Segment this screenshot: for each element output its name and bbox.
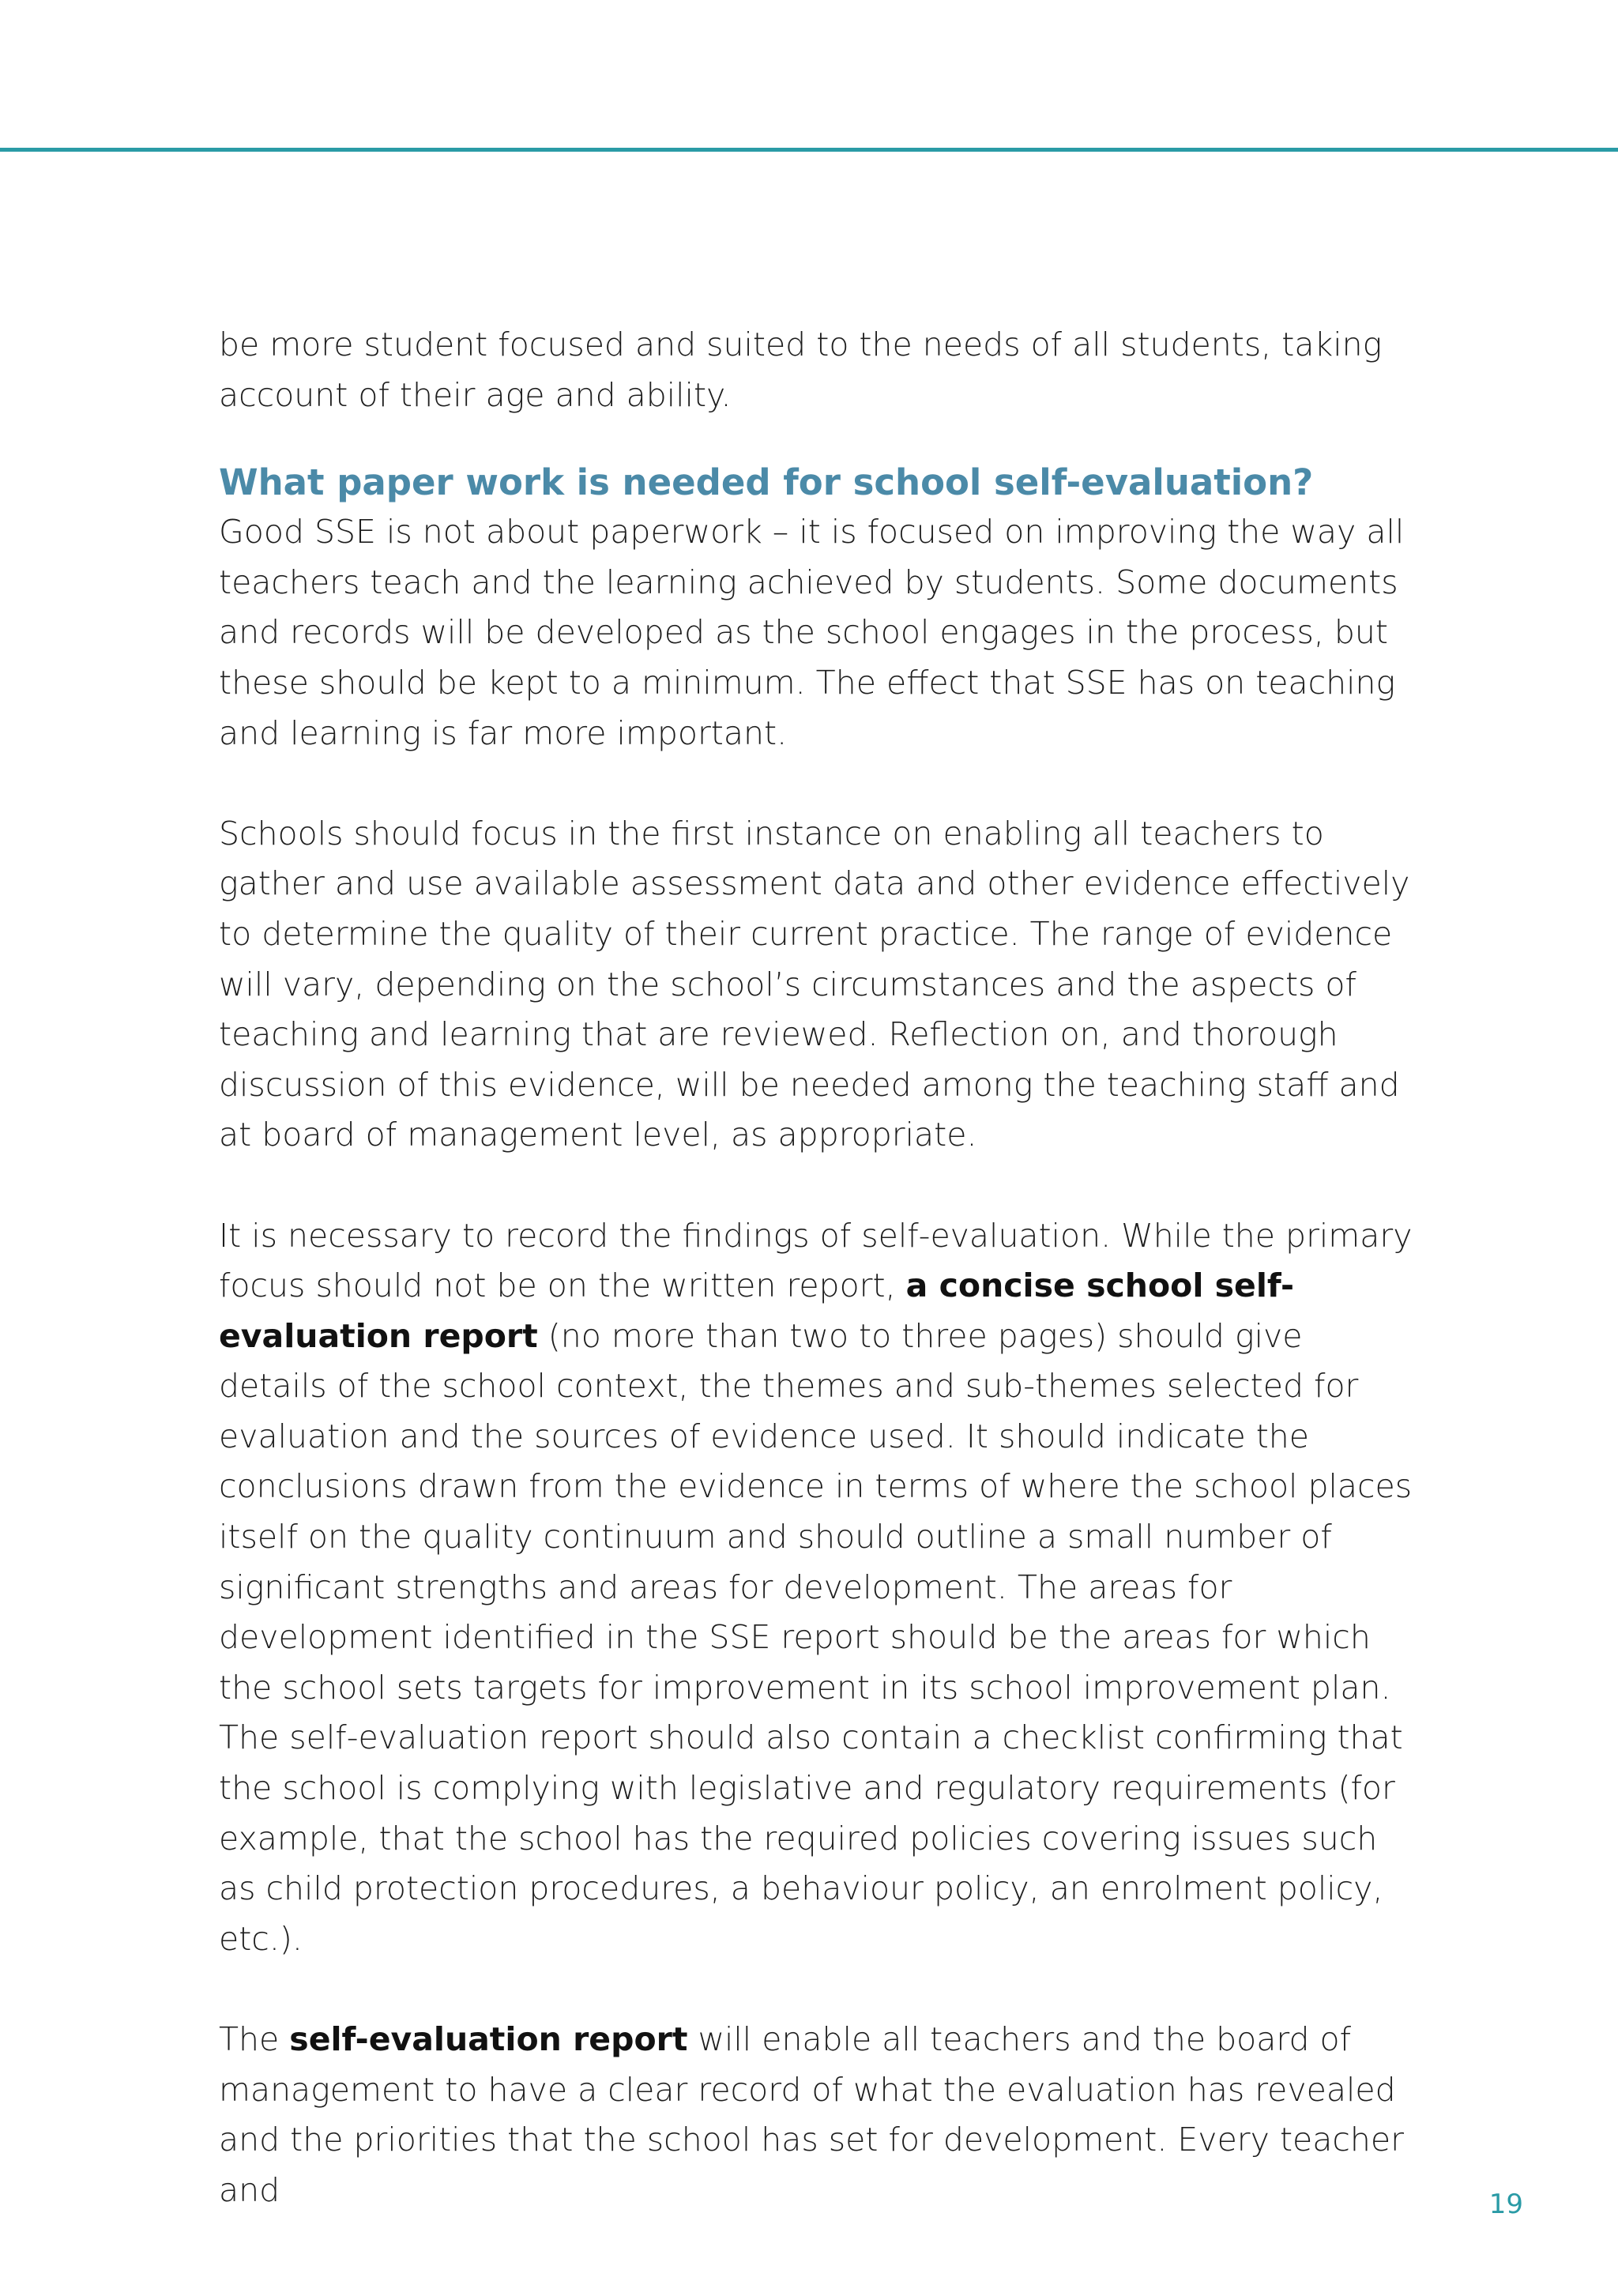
page-number: 19 (1488, 2189, 1523, 2220)
intro-paragraph: be more student focused and suited to the needs of all students, taking account of their age and ability. (219, 326, 1383, 414)
section-heading: What paper work is needed for school self-evaluation? (219, 461, 1314, 504)
text-run: (no more than two to three pages) should give details of the school context, the themes and sub-themes selected for evaluation and the sources of evidence used. It should indicate the conclusions drawn from the evidence in terms of where the school places itself on the quality continuum and should outline a small number of significant strengths and areas for development. The areas for development identified in the SSE report should be the areas for which the school sets targets for improvement in its school improvement plan. The self-evaluation report should also contain a checklist confirming that the school is complying with legislative and regulatory requirements (for example, that the school has the required policies covering issues such as child protection procedures, a behaviour policy, an enrolment policy, etc.). (219, 1316, 1413, 1958)
paragraph-record-findings (219, 1211, 1420, 1965)
bold-term-concise-report: a concise school self-evaluation report (219, 1267, 1295, 1355)
bold-term-self-evaluation-report: self-evaluation report (289, 2020, 688, 2058)
page-body (219, 320, 1420, 2215)
text-run: will enable all teachers and the board of management to have a clear record of what the evaluation has revealed and the priorities that the school has set for development. Every teacher and (219, 2020, 1404, 2209)
paragraph-evidence: Schools should focus in the first instance on enabling all teachers to gather and use available assessment data and other evidence effectively to determine the quality of their current practice. The range of evidence will vary, depending on the school’s circumstances and the aspects of teaching and learning that are reviewed. Reflection on, and thorough discussion of this evidence, will be needed among the teaching staff and at board of management level, as appropriate. (219, 814, 1410, 1154)
text-run: The (219, 2020, 290, 2058)
paragraph-paperwork: Good SSE is not about paperwork – it is focused on improving the way all teachers teach and the learning achieved by students. Some documents and records will be developed as the school engages in the process, but these should be kept to a minimum. The effect that SSE has on teaching and learning is far more important. (219, 513, 1405, 752)
text-run: It is necessary to record the findings of self-evaluation. While the primary focus should not be on the written report, (219, 1216, 1413, 1305)
header-rule (0, 148, 1618, 152)
paragraph-report-purpose (219, 2015, 1420, 2215)
